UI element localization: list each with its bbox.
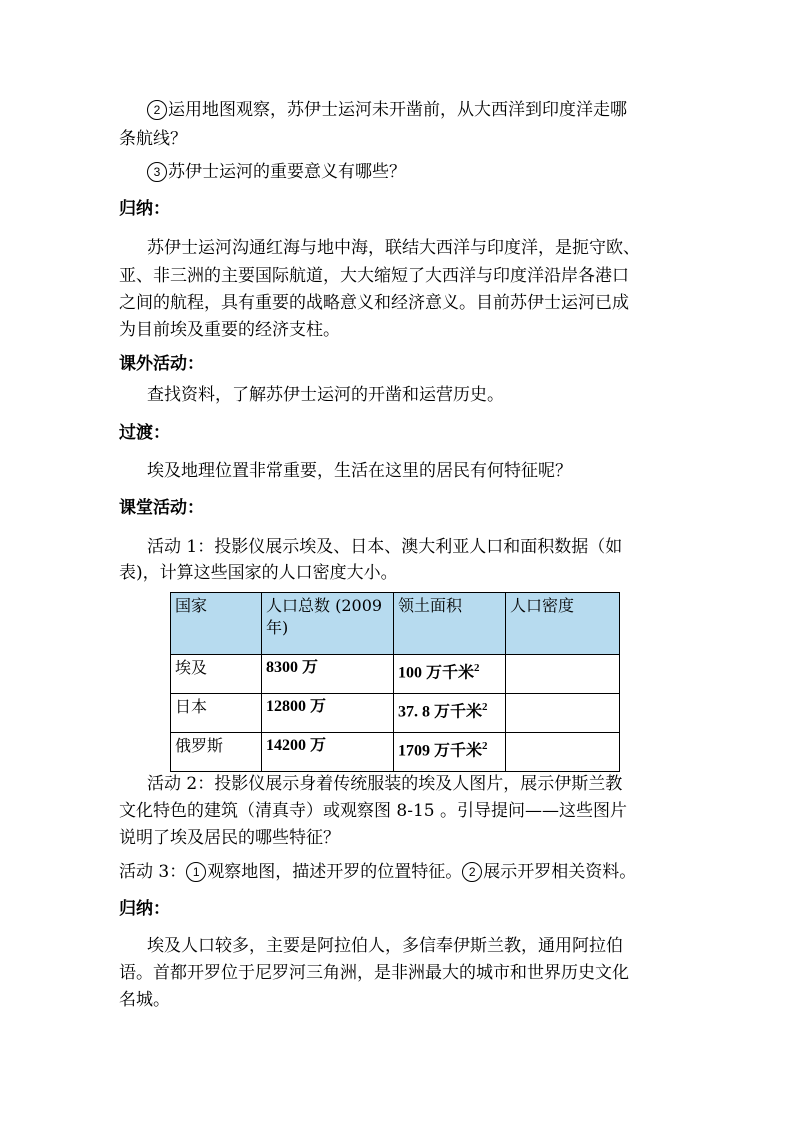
activity-1-line-1: 活动 1：投影仪展示埃及、日本、澳大利亚人口和面积数据（如 — [147, 537, 623, 557]
table-row — [171, 655, 620, 694]
cell-population: 14200 万 — [262, 733, 394, 772]
header-population: 人口总数 (2009 年) — [262, 593, 394, 655]
transition-line-1: 埃及地理位置非常重要，生活在这里的居民有何特征呢？ — [147, 461, 572, 481]
cell-area: 37. 8 万千米$^2$ — [394, 694, 506, 733]
heading-class-activity: 课堂活动： — [119, 498, 204, 518]
summary-1-line-2: 亚、非三洲的主要国际航道，大大缩短了大西洋与印度洋沿岸各港口 — [119, 266, 629, 286]
circled-number-2: 2 — [147, 100, 167, 120]
heading-summary-2: 归纳： — [119, 899, 170, 919]
activity-2-line-1: 活动 2：投影仪展示身着传统服装的埃及人图片，展示伊斯兰教 — [147, 774, 623, 794]
question-3-line: 3 苏伊士运河的重要意义有哪些？ — [147, 158, 712, 187]
cell-country: 埃及 — [171, 655, 262, 694]
header-area: 领土面积 — [394, 593, 506, 655]
extracurricular-line-1: 查找资料，了解苏伊士运河的开凿和运营历史。 — [147, 385, 504, 405]
activity-1-line-2: 表)，计算这些国家的人口密度大小。 — [119, 563, 398, 583]
cell-density — [506, 655, 620, 694]
question-2-line-1: 2 运用地图观察，苏伊士运河未开凿前，从大西洋到印度洋走哪 — [147, 96, 712, 125]
table-row — [171, 733, 620, 772]
cell-population: 8300 万 — [262, 655, 394, 694]
population-table — [170, 592, 620, 772]
activity-2-line-3: 说明了埃及居民的哪些特征？ — [119, 828, 340, 848]
header-country: 国家 — [171, 593, 262, 655]
summary-2-line-2: 语。首都开罗位于尼罗河三角洲，是非洲最大的城市和世界历史文化 — [119, 963, 629, 983]
heading-extracurricular: 课外活动： — [119, 354, 204, 374]
cell-density — [506, 733, 620, 772]
summary-2-line-3: 名城。 — [119, 990, 170, 1010]
cell-area: 100 万千米$^2$ — [394, 655, 506, 694]
circled-number-1: 1 — [186, 862, 206, 882]
cell-country: 日本 — [171, 694, 262, 733]
header-density: 人口密度 — [506, 593, 620, 655]
summary-2-line-1: 埃及人口较多，主要是阿拉伯人，多信奉伊斯兰教，通用阿拉伯 — [147, 936, 623, 956]
cell-density — [506, 694, 620, 733]
question-2-line-2: 条航线？ — [119, 129, 187, 149]
heading-summary-1: 归纳： — [119, 199, 170, 219]
activity-2-line-2: 文化特色的建筑（清真寺）或观察图 8-15 。引导提问——这些图片 — [119, 801, 627, 821]
circled-number-3: 3 — [147, 162, 167, 182]
cell-area: 1709 万千米$^2$ — [394, 733, 506, 772]
cell-population: 12800 万 — [262, 694, 394, 733]
heading-transition: 过渡： — [119, 423, 170, 443]
activity-3-line: 活动 3： 1 观察地图，描述开罗的位置特征。 2 展示开罗相关资料。 — [119, 862, 637, 882]
table-header-row — [171, 593, 620, 655]
table-row — [171, 694, 620, 733]
summary-1-line-3: 之间的航程，具有重要的战略意义和经济意义。目前苏伊士运河已成 — [119, 293, 629, 313]
summary-1-line-1: 苏伊士运河沟通红海与地中海，联结大西洋与印度洋，是扼守欧、 — [147, 238, 640, 258]
summary-1-line-4: 为目前埃及重要的经济支柱。 — [119, 320, 340, 340]
cell-country: 俄罗斯 — [171, 733, 262, 772]
circled-number-2: 2 — [462, 862, 482, 882]
